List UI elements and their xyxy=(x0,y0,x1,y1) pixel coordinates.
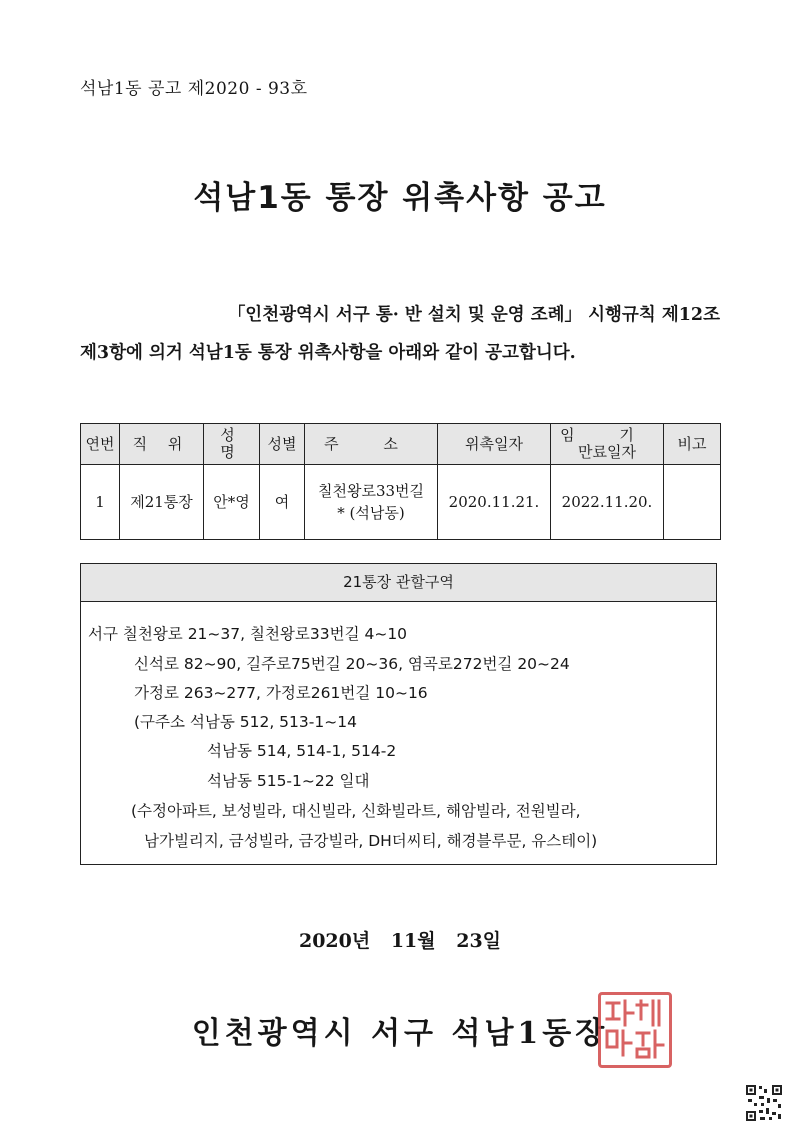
cell-name: 안*영 xyxy=(204,465,260,540)
header-name: 성 명 xyxy=(204,424,260,465)
intro-line-1: 「인천광역시 서구 통· 반 설치 및 운영 조례」 시행규칙 제12조 xyxy=(227,305,720,325)
jurisdiction-line: 가정로 263~277, 가정로261번길 10~16 xyxy=(134,684,428,702)
header-address: 주 소 xyxy=(305,424,438,465)
header-appointment-date: 위촉일자 xyxy=(438,424,551,465)
notice-number: 석남1동 공고 제2020 - 93호 xyxy=(80,79,308,99)
jurisdiction-line: (수정아파트, 보성빌라, 대신빌라, 신화빌라트, 해암빌라, 전원빌라, xyxy=(131,802,581,820)
jurisdiction-line: 신석로 82~90, 길주로75번길 20~36, 염곡로272번길 20~24 xyxy=(134,655,570,673)
jurisdiction-box xyxy=(80,563,717,865)
table-row xyxy=(81,465,721,540)
table-header-row xyxy=(81,424,721,465)
qr-code-icon xyxy=(745,1084,783,1122)
jurisdiction-title: 21통장 관할구역 xyxy=(81,564,716,602)
cell-address-line-2: * (석남동) xyxy=(337,504,405,522)
cell-address-line-1: 칠천왕로33번길 xyxy=(317,482,425,500)
jurisdiction-line: 남가빌리지, 금성빌라, 금강빌라, DH더씨티, 해경블루문, 유스테이) xyxy=(144,832,598,850)
cell-term-end: 2022.11.20. xyxy=(551,465,664,540)
jurisdiction-line: 석남동 515-1~22 일대 xyxy=(207,772,370,790)
header-term-end-label: 만료일자 xyxy=(578,443,636,461)
jurisdiction-line: (구주소 석남동 512, 513-1~14 xyxy=(134,713,357,731)
issuer-name: 인천광역시 서구 석남1동장 xyxy=(191,1016,609,1051)
document-title: 석남1동 통장 위촉사항 공고 xyxy=(193,180,607,216)
header-gender: 성별 xyxy=(260,424,305,465)
header-position: 직 위 xyxy=(120,424,204,465)
intro-paragraph xyxy=(80,296,730,372)
cell-gender: 여 xyxy=(260,465,305,540)
notice-date: 2020년 11월 23일 xyxy=(298,930,502,952)
cell-no: 1 xyxy=(81,465,120,540)
jurisdiction-line: 서구 칠천왕로 21~37, 칠천왕로33번길 4~10 xyxy=(88,625,408,643)
cell-position: 제21통장 xyxy=(120,465,204,540)
header-no: 연번 xyxy=(81,424,120,465)
cell-address xyxy=(305,465,438,540)
cell-remarks xyxy=(664,465,721,540)
header-term xyxy=(551,424,664,465)
intro-line-2: 제3항에 의거 석남1동 통장 위촉사항을 아래와 같이 공고합니다. xyxy=(80,343,576,363)
header-remarks: 비고 xyxy=(664,424,721,465)
jurisdiction-line: 석남동 514, 514-1, 514-2 xyxy=(207,742,397,760)
header-term-label: 임 기 xyxy=(560,426,654,444)
cell-appointment-date: 2020.11.21. xyxy=(438,465,551,540)
official-seal-icon xyxy=(598,992,672,1068)
appointment-table xyxy=(80,423,721,540)
